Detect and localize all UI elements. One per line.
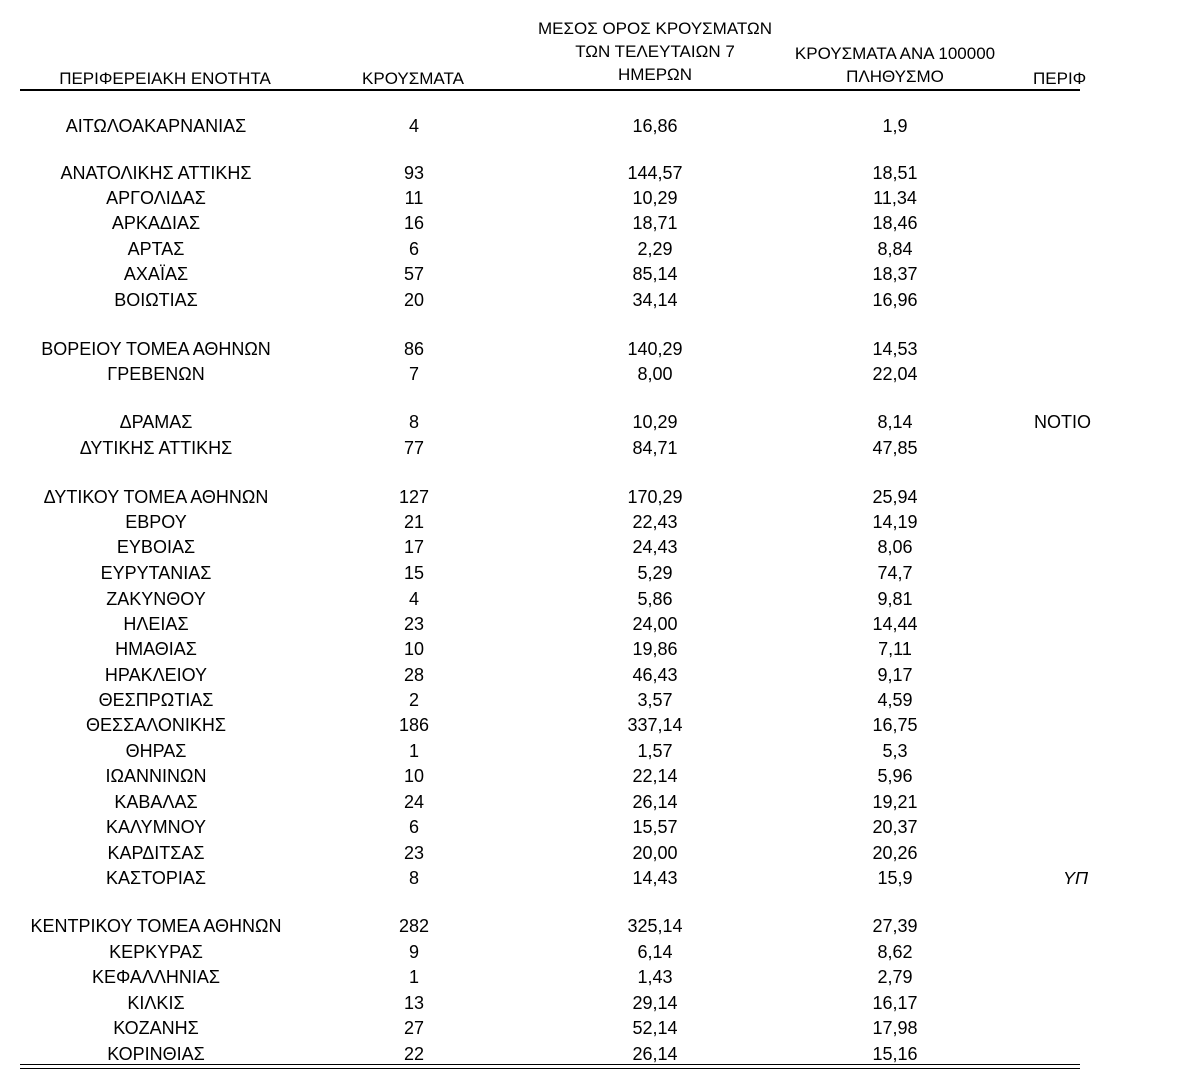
seven-day-average-cell: 20,00 bbox=[632, 843, 678, 863]
table-row bbox=[0, 288, 1080, 313]
cases-cell: 15 bbox=[403, 563, 425, 583]
table-row bbox=[0, 510, 1080, 535]
cases-cell: 2 bbox=[408, 690, 419, 710]
cases-per-100k-cell: 18,51 bbox=[872, 163, 918, 183]
cases-cell: 127 bbox=[398, 487, 430, 507]
cases-cell: 13 bbox=[403, 993, 425, 1013]
table-row bbox=[0, 965, 1080, 990]
cases-per-100k-cell: 74,7 bbox=[877, 563, 913, 583]
table-row bbox=[0, 866, 1089, 891]
cases-cell: 23 bbox=[403, 614, 425, 634]
table-row bbox=[0, 262, 1080, 287]
cases-cell: 6 bbox=[408, 239, 419, 259]
header-region: ΠΕΡΙΦΕΡΕΙΑΚΗ ΕΝΟΤΗΤΑ bbox=[59, 69, 271, 88]
seven-day-average-cell: 8,00 bbox=[637, 364, 673, 384]
cases-per-100k-cell: 16,96 bbox=[872, 290, 918, 310]
table-row bbox=[0, 337, 1080, 362]
region-cell: ΑΙΤΩΛΟΑΚΑΡΝΑΝΙΑΣ bbox=[65, 116, 247, 136]
table-row bbox=[0, 561, 1080, 586]
cases-per-100k-cell: 22,04 bbox=[872, 364, 918, 384]
seven-day-average-cell: 19,86 bbox=[632, 639, 678, 659]
footer-double-rule-lower bbox=[20, 1068, 1080, 1069]
seven-day-average-cell: 170,29 bbox=[627, 487, 683, 507]
seven-day-average-cell: 337,14 bbox=[627, 715, 683, 735]
table-row bbox=[0, 485, 1080, 510]
cases-per-100k-cell: 8,14 bbox=[877, 412, 913, 432]
seven-day-average-cell: 26,14 bbox=[632, 792, 678, 812]
seven-day-average-cell: 29,14 bbox=[632, 993, 678, 1013]
cases-cell: 1 bbox=[408, 967, 419, 987]
cases-per-100k-cell: 18,37 bbox=[872, 264, 918, 284]
region-cell: ΔΥΤΙΚΗΣ ΑΤΤΙΚΗΣ bbox=[79, 438, 233, 458]
region-cell: ΚΑΣΤΟΡΙΑΣ bbox=[106, 868, 206, 888]
cases-per-100k-cell: 5,96 bbox=[877, 766, 913, 786]
seven-day-average-cell: 24,00 bbox=[632, 614, 678, 634]
seven-day-average-cell: 22,14 bbox=[632, 766, 678, 786]
footer-double-rule-upper bbox=[20, 1064, 1080, 1065]
table-row bbox=[0, 764, 1080, 789]
cases-cell: 10 bbox=[403, 639, 425, 659]
cases-cell: 10 bbox=[403, 766, 425, 786]
region-cell: ΓΡΕΒΕΝΩΝ bbox=[107, 364, 205, 384]
cases-cell: 77 bbox=[403, 438, 425, 458]
cases-cell: 282 bbox=[398, 916, 430, 936]
table-row bbox=[0, 237, 1080, 262]
seven-day-average-cell: 1,57 bbox=[637, 741, 673, 761]
seven-day-average-cell: 10,29 bbox=[632, 188, 678, 208]
table-row bbox=[0, 688, 1080, 713]
table-row bbox=[0, 815, 1080, 840]
seven-day-average-cell: 140,29 bbox=[627, 339, 683, 359]
region-cell: ΚΙΛΚΙΣ bbox=[127, 993, 185, 1013]
cases-per-100k-cell: 15,9 bbox=[877, 868, 913, 888]
cases-per-100k-cell: 17,98 bbox=[872, 1018, 918, 1038]
cases-cell: 86 bbox=[403, 339, 425, 359]
cases-per-100k-cell: 16,17 bbox=[872, 993, 918, 1013]
cases-cell: 20 bbox=[403, 290, 425, 310]
cases-cell: 1 bbox=[408, 741, 419, 761]
table-row bbox=[0, 713, 1080, 738]
region-cell: ΕΥΒΟΙΑΣ bbox=[116, 537, 196, 557]
seven-day-average-cell: 325,14 bbox=[627, 916, 683, 936]
cases-cell: 21 bbox=[403, 512, 425, 532]
cases-per-100k-cell: 7,11 bbox=[878, 639, 912, 659]
seven-day-average-cell: 84,71 bbox=[632, 438, 678, 458]
region-cell: ΑΡΓΟΛΙΔΑΣ bbox=[106, 188, 206, 208]
cases-per-100k-cell: 47,85 bbox=[872, 438, 918, 458]
region-cell: ΘΕΣΣΑΛΟΝΙΚΗΣ bbox=[85, 715, 227, 735]
seven-day-average-cell: 16,86 bbox=[632, 116, 678, 136]
header-seven-day-average-line-3: ΗΜΕΡΩΝ bbox=[617, 65, 693, 84]
cases-cell: 4 bbox=[408, 589, 419, 609]
table-row bbox=[0, 410, 1091, 435]
cases-per-100k-cell: 15,16 bbox=[872, 1044, 918, 1064]
table-row bbox=[0, 535, 1080, 560]
seven-day-average-cell: 5,29 bbox=[637, 563, 673, 583]
clipped-column-cell: ΥΠ bbox=[1063, 868, 1089, 888]
table-row bbox=[0, 587, 1080, 612]
seven-day-average-cell: 46,43 bbox=[632, 665, 678, 685]
region-cell: ΚΕΦΑΛΛΗΝΙΑΣ bbox=[91, 967, 221, 987]
region-cell: ΚΟΡΙΝΘΙΑΣ bbox=[107, 1044, 205, 1064]
table-row bbox=[0, 739, 1080, 764]
region-cell: ΚΑΒΑΛΑΣ bbox=[114, 792, 198, 812]
cases-per-100k-cell: 11,34 bbox=[873, 188, 917, 208]
cases-per-100k-cell: 27,39 bbox=[872, 916, 918, 936]
region-cell: ΑΝΑΤΟΛΙΚΗΣ ΑΤΤΙΚΗΣ bbox=[60, 163, 252, 183]
region-cell: ΚΕΡΚΥΡΑΣ bbox=[109, 942, 203, 962]
cases-cell: 24 bbox=[403, 792, 425, 812]
seven-day-average-cell: 24,43 bbox=[632, 537, 678, 557]
cases-cell: 4 bbox=[408, 116, 419, 136]
cases-per-100k-cell: 5,3 bbox=[882, 741, 908, 761]
seven-day-average-cell: 144,57 bbox=[627, 163, 683, 183]
region-cell: ΚΕΝΤΡΙΚΟΥ ΤΟΜΕΑ ΑΘΗΝΩΝ bbox=[30, 916, 282, 936]
cases-cell: 23 bbox=[403, 843, 425, 863]
table-row bbox=[0, 211, 1080, 236]
cases-per-100k-cell: 20,37 bbox=[872, 817, 918, 837]
cases-per-100k-cell: 16,75 bbox=[872, 715, 918, 735]
seven-day-average-cell: 6,14 bbox=[637, 942, 673, 962]
table-row bbox=[0, 637, 1080, 662]
region-cell: ΑΧΑΪΑΣ bbox=[123, 264, 189, 284]
cases-cell: 28 bbox=[403, 665, 425, 685]
cases-per-100k-cell: 9,17 bbox=[877, 665, 913, 685]
region-cell: ΖΑΚΥΝΘΟΥ bbox=[106, 589, 206, 609]
region-cell: ΚΑΛΥΜΝΟΥ bbox=[105, 817, 207, 837]
table-row bbox=[0, 991, 1080, 1016]
header-seven-day-average-line-2: ΤΩΝ ΤΕΛΕΥΤΑΙΩΝ 7 bbox=[575, 42, 735, 61]
region-cell: ΗΛΕΙΑΣ bbox=[123, 614, 189, 634]
cases-cell: 22 bbox=[403, 1044, 425, 1064]
region-cell: ΚΟΖΑΝΗΣ bbox=[113, 1018, 199, 1038]
region-cell: ΘΗΡΑΣ bbox=[125, 741, 187, 761]
table-row bbox=[0, 161, 1080, 186]
cases-per-100k-cell: 20,26 bbox=[872, 843, 918, 863]
cases-cell: 8 bbox=[408, 412, 419, 432]
seven-day-average-cell: 85,14 bbox=[632, 264, 678, 284]
cases-per-100k-cell: 19,21 bbox=[872, 792, 918, 812]
cases-per-100k-cell: 8,84 bbox=[877, 239, 913, 259]
cases-cell: 186 bbox=[398, 715, 430, 735]
seven-day-average-cell: 3,57 bbox=[637, 690, 673, 710]
table-row bbox=[0, 663, 1080, 688]
header-cases: ΚΡΟΥΣΜΑΤΑ bbox=[362, 69, 464, 88]
cases-cell: 57 bbox=[403, 264, 425, 284]
table-row bbox=[0, 790, 1080, 815]
table-row bbox=[0, 362, 1080, 387]
region-cell: ΗΡΑΚΛΕΙΟΥ bbox=[104, 665, 208, 685]
table-row bbox=[0, 940, 1080, 965]
region-cell: ΕΥΡΥΤΑΝΙΑΣ bbox=[100, 563, 212, 583]
table-row bbox=[0, 612, 1080, 637]
table-row bbox=[0, 841, 1080, 866]
seven-day-average-cell: 10,29 bbox=[632, 412, 678, 432]
region-cell: ΒΟΙΩΤΙΑΣ bbox=[114, 290, 198, 310]
region-cell: ΗΜΑΘΙΑΣ bbox=[115, 639, 197, 659]
cases-cell: 27 bbox=[403, 1018, 425, 1038]
table-row bbox=[0, 114, 1080, 139]
cases-cell: 6 bbox=[408, 817, 419, 837]
seven-day-average-cell: 52,14 bbox=[632, 1018, 678, 1038]
cases-cell: 9 bbox=[408, 942, 419, 962]
seven-day-average-cell: 34,14 bbox=[632, 290, 678, 310]
cases-per-100k-cell: 1,9 bbox=[882, 116, 908, 136]
cases-cell: 16 bbox=[403, 213, 425, 233]
header-clipped-column: ΠΕΡΙΦ bbox=[1033, 69, 1087, 88]
seven-day-average-cell: 26,14 bbox=[632, 1044, 678, 1064]
cases-per-100k-cell: 8,06 bbox=[877, 537, 913, 557]
cases-cell: 93 bbox=[403, 163, 425, 183]
cases-per-100k-cell: 9,81 bbox=[877, 589, 913, 609]
table-row bbox=[0, 436, 1080, 461]
seven-day-average-cell: 15,57 bbox=[632, 817, 678, 837]
cases-per-100k-cell: 14,53 bbox=[872, 339, 918, 359]
header-seven-day-average-line-1: ΜΕΣΟΣ ΟΡΟΣ ΚΡΟΥΣΜΑΤΩΝ bbox=[538, 19, 772, 38]
seven-day-average-cell: 2,29 bbox=[637, 239, 673, 259]
region-cell: ΑΡΤΑΣ bbox=[127, 239, 185, 259]
table-row bbox=[0, 914, 1080, 939]
header-cases-per-100k-line-2: ΠΛΗΘΥΣΜΟ bbox=[846, 67, 944, 86]
seven-day-average-cell: 18,71 bbox=[632, 213, 678, 233]
region-cell: ΙΩΑΝΝΙΝΩΝ bbox=[105, 766, 207, 786]
table-row bbox=[0, 1016, 1080, 1041]
region-cell: ΕΒΡΟΥ bbox=[125, 512, 187, 532]
region-cell: ΒΟΡΕΙΟΥ ΤΟΜΕΑ ΑΘΗΝΩΝ bbox=[41, 339, 271, 359]
region-cell: ΚΑΡΔΙΤΣΑΣ bbox=[107, 843, 205, 863]
clipped-column-cell: ΝΟΤΙΟ bbox=[1034, 412, 1091, 432]
cases-per-100k-cell: 2,79 bbox=[877, 967, 913, 987]
seven-day-average-cell: 14,43 bbox=[632, 868, 678, 888]
cases-per-100k-cell: 14,44 bbox=[872, 614, 918, 634]
table-row bbox=[0, 186, 1080, 211]
cases-cell: 7 bbox=[408, 364, 419, 384]
cases-per-100k-cell: 8,62 bbox=[877, 942, 913, 962]
seven-day-average-cell: 22,43 bbox=[632, 512, 678, 532]
region-cell: ΔΡΑΜΑΣ bbox=[119, 412, 193, 432]
region-cell: ΘΕΣΠΡΩΤΙΑΣ bbox=[98, 690, 214, 710]
cases-per-100k-cell: 4,59 bbox=[877, 690, 913, 710]
header-cases-per-100k-line-1: ΚΡΟΥΣΜΑΤΑ ΑΝΑ 100000 bbox=[794, 44, 996, 63]
region-cell: ΑΡΚΑΔΙΑΣ bbox=[111, 213, 201, 233]
seven-day-average-cell: 1,43 bbox=[637, 967, 673, 987]
seven-day-average-cell: 5,86 bbox=[637, 589, 673, 609]
region-cell: ΔΥΤΙΚΟΥ ΤΟΜΕΑ ΑΘΗΝΩΝ bbox=[43, 487, 269, 507]
cases-per-100k-cell: 14,19 bbox=[872, 512, 918, 532]
cases-cell: 8 bbox=[408, 868, 419, 888]
cases-cell: 17 bbox=[403, 537, 425, 557]
cases-per-100k-cell: 25,94 bbox=[872, 487, 918, 507]
cases-per-100k-cell: 18,46 bbox=[872, 213, 918, 233]
cases-cell: 11 bbox=[404, 188, 424, 208]
